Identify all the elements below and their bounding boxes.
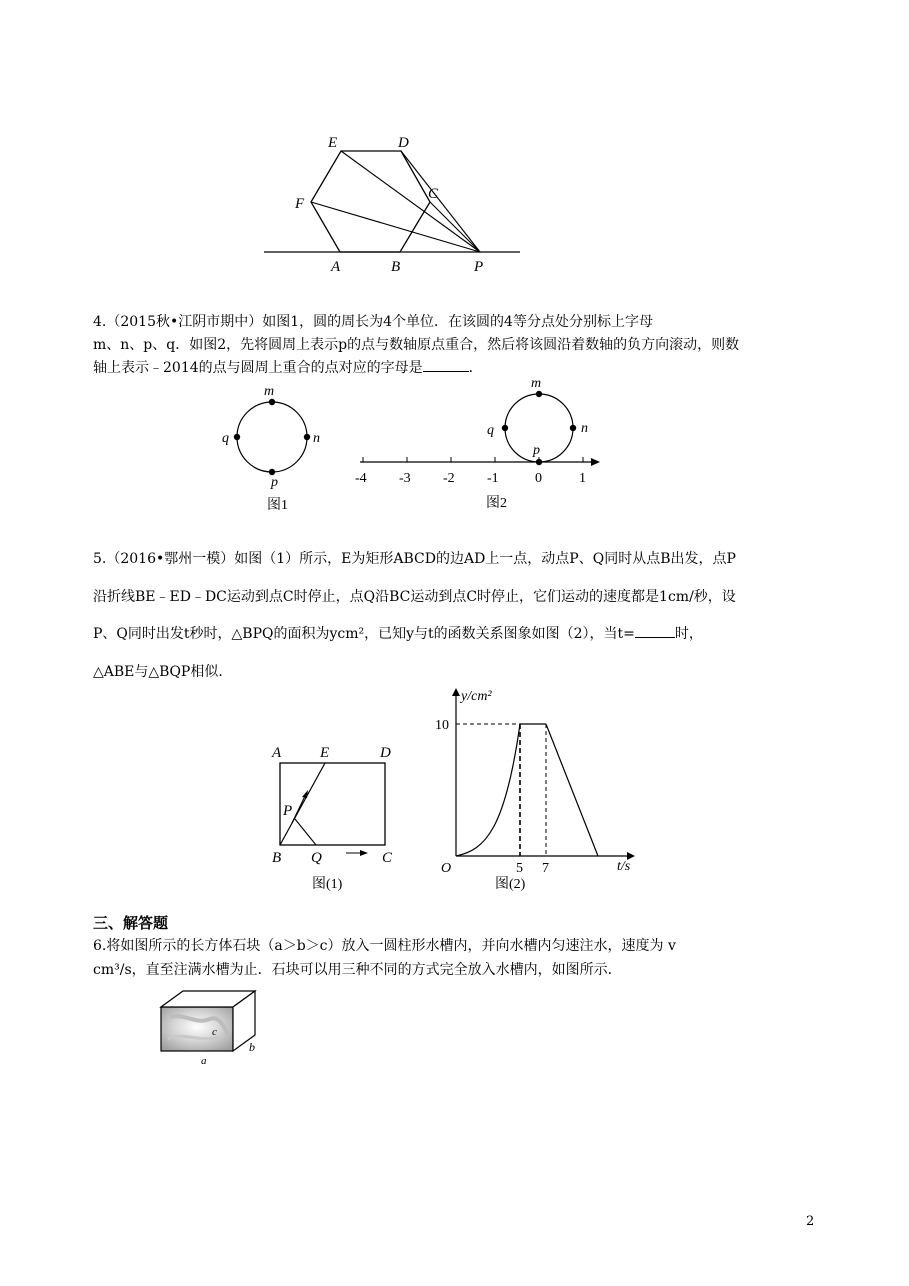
page-number: 2 [806,1214,815,1229]
q4-line3-text: 轴上表示﹣2014的点与圆周上重合的点对应的字母是 [93,360,423,376]
q6-line1: 6.将如图所示的长方体石块（a＞b＞c）放入一圆柱形水槽内，并向水槽内匀速注水，速度为 v [93,938,676,954]
fig1-n: n [313,431,320,446]
tick-neg1: -1 [487,471,499,486]
q4-line3-end: ． [468,360,483,376]
fig2-q: q [487,423,494,438]
label-B: B [391,259,401,275]
fig1-p: p [271,475,278,490]
graph-x5: 5 [516,861,523,876]
rect-E: E [320,745,330,761]
graph-caption: 图(2) [495,877,526,892]
label-E: E [328,135,338,151]
q6-line2: cm³/s，直至注满水槽为止．石块可以用三种不同的方式完全放入水槽内，如图所示． [93,962,622,978]
fig2-p: p [533,443,540,458]
fig1-m: m [264,384,275,399]
rect-D: D [380,745,391,761]
q5-line3 [93,624,703,644]
answer-blank[interactable] [635,624,675,638]
section-heading: 三、解答题 [93,914,169,932]
graph-x7: 7 [542,861,549,876]
fig2-n: n [581,421,588,436]
rect-C: C [382,850,393,866]
function-graph [425,680,645,895]
fig2-caption: 图2 [486,496,507,511]
graph-y10: 10 [435,718,449,733]
box-b: b [249,1040,255,1054]
q5-line4: △ABE与△BQP相似． [93,664,233,680]
rectangle-figure [266,740,401,895]
answer-blank[interactable] [423,358,469,372]
hexagon-figure [258,128,528,278]
label-C: C [428,186,439,202]
rect-caption: 图(1) [312,877,343,892]
fig2-m: m [531,376,542,391]
rect-A: A [272,745,282,761]
label-A: A [331,259,341,275]
fig1-q: q [222,431,229,446]
circle-numberline-figure-2 [348,372,608,517]
rect-P: P [283,803,293,819]
label-P: P [474,259,484,275]
tick-1: 1 [579,471,586,486]
circle-figure-1 [215,380,340,515]
q4-line1: 4.（2015秋•江阴市期中）如图1，圆的周长为4个单位．在该圆的4等分点处分别标上字母 [93,314,653,330]
tick-neg2: -2 [443,471,455,486]
q5-line2: 沿折线BE﹣ED﹣DC运动到点C时停止，点Q沿BC运动到点C时停止，它们运动的速度都是1cm/秒，设 [93,589,736,605]
graph-ylabel: y/cm² [461,689,492,704]
label-F: F [295,196,305,212]
cuboid-stone-figure [150,985,275,1070]
q4-line2: m、n、p、q．如图2，先将圆周上表示p的点与数轴原点重合，然后将该圆沿着数轴的负方向滚动，则数 [93,337,740,353]
box-a: a [201,1055,207,1067]
rect-Q: Q [311,850,322,866]
tick-neg4: -4 [355,471,367,486]
tick-0: 0 [535,471,542,486]
graph-xlabel: t/s [617,859,631,874]
rect-B: B [272,850,282,866]
label-D: D [398,135,409,151]
q5-line1: 5.（2016•鄂州一模）如图（1）所示，E为矩形ABCD的边AD上一点，动点P、Q同时从点B出发，点P [93,551,736,567]
box-c: c [212,1026,217,1038]
tick-neg3: -3 [399,471,411,486]
fig1-caption: 图1 [267,498,288,513]
q5-line3-text: P、Q同时出发t秒时，△BPQ的面积为ycm²，已知y与t的函数关系图象如图（2），当t= [93,626,635,642]
q5-line3-end: 时， [674,626,703,642]
graph-origin: O [441,861,452,876]
